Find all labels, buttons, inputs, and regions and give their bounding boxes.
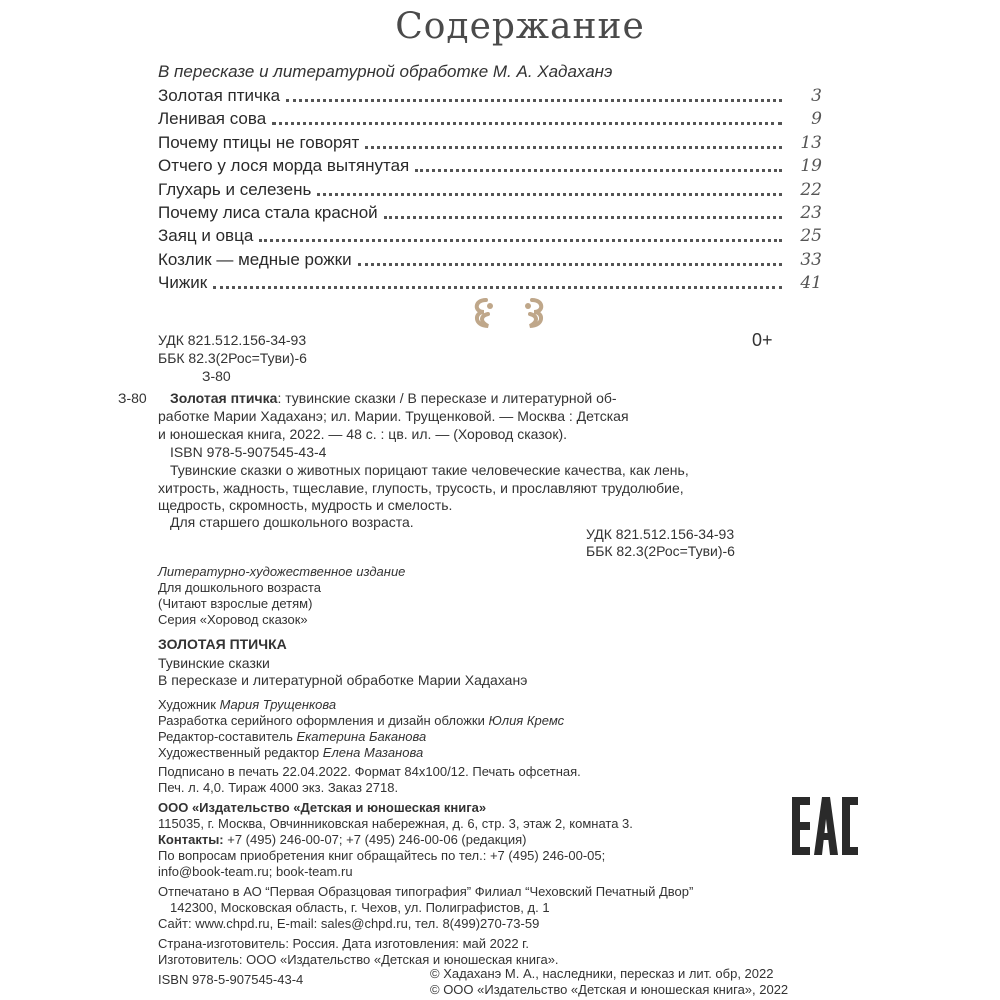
bib-line-3: и юношеская книга, 2022. — 48 с. : цв. ил. — (Хоровод сказок). [158, 426, 568, 442]
read-note: (Читают взрослые детям) [158, 596, 313, 611]
credit-role: Разработка серийного оформления и дизайн обложки [158, 713, 489, 728]
toc-leader-dots [259, 239, 782, 242]
credit-role: Художник [158, 697, 220, 712]
toc-entry-page: 19 [800, 156, 822, 177]
eac-mark-icon [790, 795, 858, 857]
toc-entry-page: 22 [800, 179, 822, 200]
toc-title: Содержание [395, 6, 645, 47]
udk-code: УДК 821.512.156-34-93 [158, 332, 307, 348]
bib-udk: УДК 821.512.156-34-93 [586, 526, 735, 542]
toc-entry[interactable] [158, 105, 822, 129]
bib-title: Золотая птичка [170, 390, 278, 406]
credit-design [158, 713, 564, 728]
publisher-contacts [158, 832, 527, 847]
contacts-label: Контакты: [158, 832, 224, 847]
toc-entry[interactable] [158, 199, 822, 223]
imprint-isbn: ISBN 978-5-907545-43-4 [158, 972, 304, 987]
bib-audience: Для старшего дошкольного возраста. [170, 514, 414, 530]
toc-entry-page: 9 [811, 109, 822, 130]
copyright-1: © Хадаханэ М. А., наследники, пересказ и лит. обр, 2022 [430, 966, 774, 981]
credit-name: Юлия Кремс [488, 713, 565, 728]
toc-entry-page: 13 [800, 132, 822, 153]
toc-leader-dots [317, 193, 782, 196]
purchase-info: По вопросам приобретения книг обращайтесь по тел.: +7 (495) 246-00-05; [158, 848, 606, 863]
toc-entry[interactable] [158, 269, 822, 293]
printer-line-1: Отпечатано в АО “Первая Образцовая типография” Филиал “Чеховский Печатный Двор” [158, 884, 694, 899]
print-info-2: Печ. л. 4,0. Тираж 4000 экз. Заказ 2718. [158, 780, 399, 795]
credit-name: Мария Трущенкова [219, 697, 337, 712]
bib-annotation-2: хитрость, жадность, тщеславие, глупость, трусость, и прославляют трудолюбие, [158, 480, 684, 496]
bbk-code: ББК 82.3(2Рос=Туви)-6 [158, 350, 307, 366]
toc-entry-page: 33 [800, 249, 822, 270]
credit-editor [158, 729, 426, 744]
toc-entry-page: 41 [800, 273, 822, 294]
series: Серия «Хоровод сказок» [158, 612, 308, 627]
toc-entry[interactable] [158, 129, 822, 153]
toc-entry-title: Почему лиса стала красной [158, 203, 384, 223]
toc-entry[interactable] [158, 246, 822, 270]
credit-name: Елена Мазанова [322, 745, 424, 760]
printer-line-3: Сайт: www.chpd.ru, E-mail: sales@chpd.ru, тел. 8(499)270-73-59 [158, 916, 540, 931]
toc-entry-title: Козлик — медные рожки [158, 250, 358, 270]
edition-type: Литературно-художественное издание [158, 564, 406, 579]
toc-entry-title: Золотая птичка [158, 86, 286, 106]
toc-entry-title: Заяц и овца [158, 226, 259, 246]
contacts-value: +7 (495) 246-00-07; +7 (495) 246-00-06 (редакция) [223, 832, 527, 847]
toc-leader-dots [415, 169, 782, 172]
bib-isbn: ISBN 978-5-907545-43-4 [170, 444, 327, 460]
bib-line-1 [170, 390, 617, 407]
toc-entry[interactable] [158, 82, 822, 106]
age-note: Для дошкольного возраста [158, 580, 321, 595]
copyright-2: © ООО «Издательство «Детская и юношеская книга», 2022 [430, 982, 789, 997]
toc-entry-page: 3 [811, 86, 822, 106]
toc-leader-dots [358, 263, 782, 266]
toc-leader-dots [213, 286, 782, 289]
age-rating: 0+ [752, 330, 773, 350]
bib-annotation-3: щедрость, скромность, мудрость и смелость. [158, 497, 453, 513]
toc-entry-title: Глухарь и селезень [158, 180, 317, 200]
imprint-subtitle: Тувинские сказки [158, 655, 270, 671]
toc-leader-dots [286, 99, 782, 102]
toc-entry[interactable] [158, 222, 822, 246]
credit-illustrator [158, 697, 336, 712]
toc-leader-dots [272, 122, 782, 125]
toc-entry-title: Ленивая сова [158, 109, 272, 129]
country-of-origin: Страна-изготовитель: Россия. Дата изготовления: май 2022 г. [158, 936, 529, 951]
manufacturer: Изготовитель: ООО «Издательство «Детская и юношеская книга». [158, 952, 559, 967]
bib-line-1-rest: : тувинские сказки / В пересказе и литературной об- [277, 390, 617, 406]
credit-role: Художественный редактор [158, 745, 323, 760]
toc-leader-dots [365, 146, 782, 149]
publisher-web: info@book-team.ru; book-team.ru [158, 864, 353, 879]
toc-entry-title: Отчего у лося морда вытянутая [158, 156, 415, 176]
imprint-retold: В пересказе и литературной обработке Марии Хадаханэ [158, 672, 528, 688]
author-mark: З-80 [202, 368, 231, 384]
toc-entry[interactable] [158, 152, 822, 176]
credit-art-editor [158, 745, 423, 760]
print-info-1: Подписано в печать 22.04.2022. Формат 84x100/12. Печать офсетная. [158, 764, 581, 779]
credit-role: Редактор-составитель [158, 729, 297, 744]
bib-bbk: ББК 82.3(2Рос=Туви)-6 [586, 543, 735, 559]
bib-line-2: работке Марии Хадаханэ; ил. Марии. Трущенковой. — Москва : Детская [158, 408, 629, 424]
ornament-icon [468, 296, 550, 332]
bib-code: З-80 [118, 390, 147, 406]
publisher-address: 115035, г. Москва, Овчинниковская набережная, д. 6, стр. 3, этаж 2, комната 3. [158, 816, 633, 831]
credit-name: Екатерина Баканова [296, 729, 427, 744]
toc-leader-dots [384, 216, 782, 219]
toc-entry-page: 25 [800, 226, 822, 247]
toc-entry-page: 23 [800, 203, 822, 223]
toc-subtitle: В пересказе и литературной обработке М. А. Хадаханэ [158, 62, 613, 81]
toc-entry[interactable] [158, 176, 822, 200]
toc-entry-title: Чижик [158, 273, 213, 293]
bib-annotation-1: Тувинские сказки о животных порицают такие человеческие качества, как лень, [170, 462, 689, 478]
toc-entry-title: Почему птицы не говорят [158, 133, 365, 153]
printer-line-2: 142300, Московская область, г. Чехов, ул. Полиграфистов, д. 1 [170, 900, 550, 915]
publisher-name: ООО «Издательство «Детская и юношеская книга» [158, 800, 487, 815]
imprint-title: ЗОЛОТАЯ ПТИЧКА [158, 636, 287, 652]
